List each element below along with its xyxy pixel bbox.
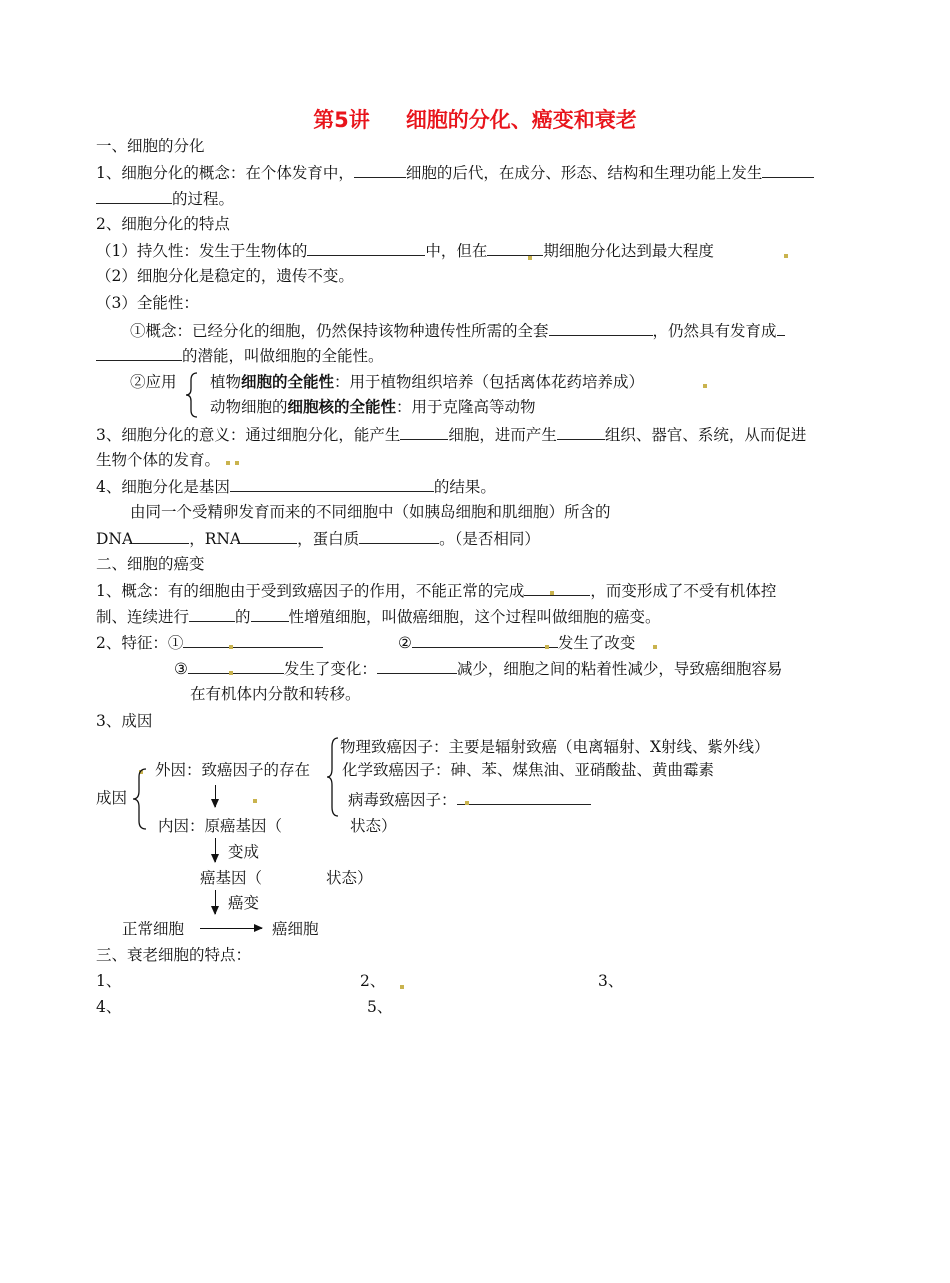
scan-mark — [550, 591, 554, 595]
blank — [133, 528, 189, 544]
cancer-feature-3-cont: 在有机体内分散和转移。 — [190, 685, 361, 703]
left-brace-icon — [326, 737, 340, 817]
cancer-feature-3: ③ 发生了变化： 减少，细胞之间的粘着性减少，导致癌细胞容易 — [174, 660, 783, 678]
label-canceration: 癌变 — [228, 894, 260, 912]
blank — [230, 476, 434, 492]
scan-mark — [229, 645, 233, 649]
oncogene: 癌基因（ — [200, 869, 263, 887]
blank — [354, 162, 406, 178]
aging-item-4: 4、 — [96, 998, 122, 1016]
cancer-features-line1: 2、特征：① — [96, 632, 323, 653]
scan-mark — [229, 671, 233, 675]
scan-mark — [465, 801, 469, 805]
same-zygote-note: 由同一个受精卵发育而来的不同细胞中（如胰岛细胞和肌细胞）所含的 — [130, 503, 611, 521]
section-2-heading: 二、细胞的癌变 — [96, 555, 205, 573]
cancer-cell: 癌细胞 — [272, 920, 319, 938]
scan-mark — [784, 254, 788, 258]
cause-heading: 3、成因 — [96, 712, 153, 730]
cause-label: 成因 — [96, 789, 128, 807]
totipotency-concept-cont: 的潜能，叫做细胞的全能性。 — [96, 345, 384, 366]
application-plant: 植物细胞的全能性：用于植物组织培养（包括离体花药培养成） — [210, 373, 645, 391]
blank — [777, 320, 785, 336]
blank — [359, 528, 439, 544]
feature-persistence: （1）持久性：发生于生物体的 中，但在 期细胞分化达到最大程度 — [96, 242, 714, 260]
totipotency-concept: ①概念：已经分化的细胞，仍然保持该物种遗传性所需的全套 ，仍然具有发育成 — [130, 320, 785, 341]
scan-mark — [528, 256, 532, 260]
blank — [251, 606, 289, 622]
blank — [307, 240, 425, 256]
scan-mark — [653, 645, 657, 649]
aging-item-1: 1、 — [96, 972, 122, 990]
arrow-down-icon — [215, 785, 216, 807]
normal-cell: 正常细胞 — [122, 920, 185, 938]
scan-mark — [235, 461, 239, 465]
section-3-heading: 三、衰老细胞的特点： — [96, 946, 252, 964]
blank — [96, 188, 172, 204]
feature-totipotency: （3）全能性： — [96, 294, 199, 312]
dna-rna-protein: DNA ，RNA ，蛋白质 。（是否相同） — [96, 530, 540, 548]
oncogene-state: 状态） — [326, 869, 373, 887]
aging-item-3: 3、 — [598, 972, 624, 990]
blank — [762, 162, 814, 178]
blank — [377, 658, 457, 674]
blank — [400, 424, 448, 440]
application-animal: 动物细胞的细胞核的全能性：用于克隆高等动物 — [210, 398, 536, 416]
differentiation-significance-cont: 生物个体的发育。 — [96, 451, 221, 469]
proto-oncogene-state: 状态） — [350, 817, 397, 835]
scan-mark — [545, 645, 549, 649]
scan-mark — [253, 799, 257, 803]
blank — [557, 424, 605, 440]
left-brace-icon — [132, 768, 148, 830]
chemical-carcinogen: 化学致癌因子：砷、苯、煤焦油、亚硝酸盐、黄曲霉素 — [342, 761, 715, 779]
page-title — [0, 104, 950, 134]
aging-item-2: 2、 — [360, 972, 386, 990]
features-heading: 2、细胞分化的特点 — [96, 215, 230, 233]
feature-stability: （2）细胞分化是稳定的，遗传不变。 — [96, 267, 354, 285]
application-label: ②应用 — [130, 373, 177, 391]
blank — [183, 632, 323, 648]
arrow-down-icon — [215, 838, 216, 862]
internal-cause: 内因：原癌基因（ — [158, 817, 283, 835]
scan-mark — [226, 461, 230, 465]
scan-mark — [703, 384, 707, 388]
lecture-topic: 细胞的分化、癌变和衰老 — [405, 108, 637, 132]
blank — [241, 528, 297, 544]
arrow-down-icon — [215, 890, 216, 914]
blank — [549, 320, 653, 336]
section-1-heading: 一、细胞的分化 — [96, 137, 205, 155]
blank — [412, 632, 558, 648]
physical-carcinogen: 物理致癌因子：主要是辐射致癌（电离辐射、X射线、紫外线） — [340, 738, 770, 756]
aging-item-5: 5、 — [367, 998, 393, 1016]
left-brace-icon — [185, 372, 199, 418]
blank — [188, 658, 284, 674]
paragraph-differentiation-concept-cont: 的过程。 — [96, 188, 234, 209]
blank — [524, 580, 590, 596]
arrow-right-icon — [200, 928, 262, 929]
label-become: 变成 — [228, 843, 260, 861]
blank — [189, 606, 235, 622]
scan-mark — [400, 985, 404, 989]
cancer-feature-2: ② 发生了改变 — [398, 634, 636, 652]
lecture-number: 第5讲 — [313, 108, 370, 132]
external-cause: 外因：致癌因子的存在 — [155, 761, 311, 779]
differentiation-significance: 3、细胞分化的意义：通过细胞分化，能产生 细胞，进而产生 组织、器官、系统，从而促进 — [96, 426, 807, 444]
blank — [487, 240, 543, 256]
paragraph-differentiation-concept: 1、细胞分化的概念：在个体发育中， 细胞的后代，在成分、形态、结构和生理功能上发生 — [96, 162, 814, 183]
cancer-concept: 1、概念：有的细胞由于受到致癌因子的作用，不能正常的完成 ，而变形成了不受有机体控 — [96, 582, 777, 600]
blank — [96, 345, 182, 361]
cancer-concept-cont: 制、连续进行 的 性增殖细胞，叫做癌细胞，这个过程叫做细胞的癌变。 — [96, 608, 661, 626]
gene-expression: 4、细胞分化是基因 的结果。 — [96, 478, 496, 496]
virus-carcinogen: 病毒致癌因子： — [348, 789, 591, 810]
blank — [457, 789, 591, 805]
